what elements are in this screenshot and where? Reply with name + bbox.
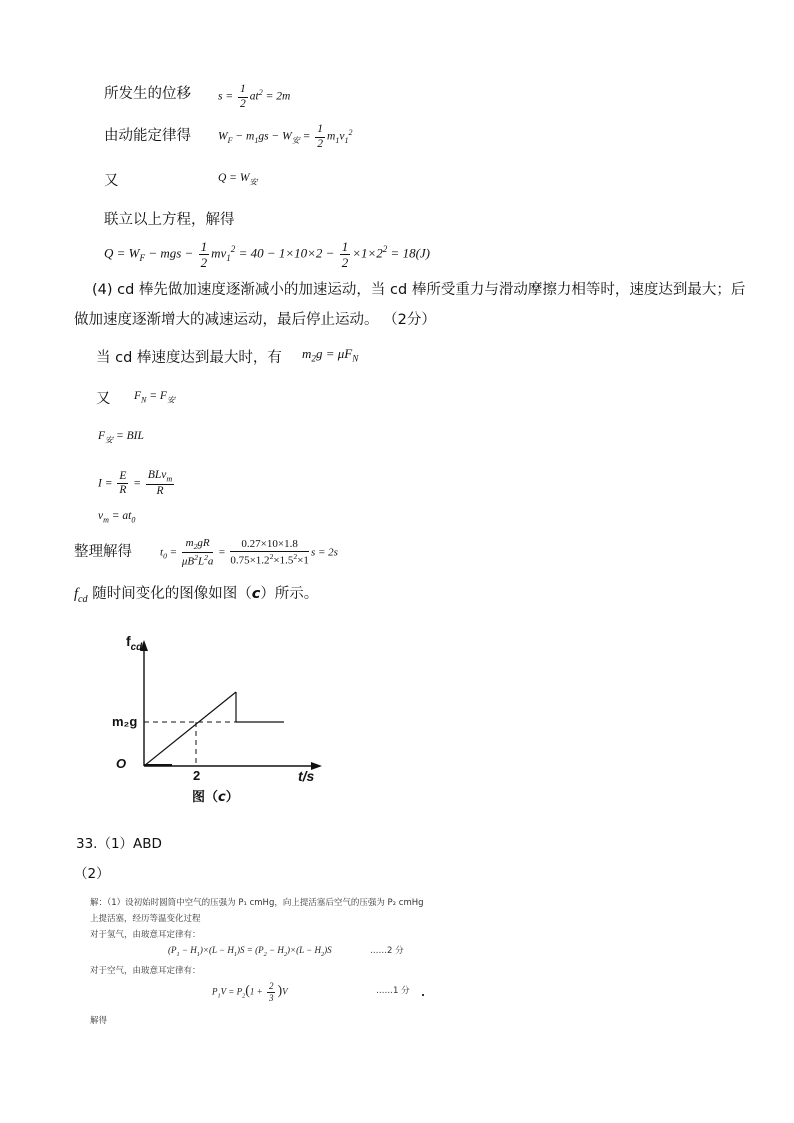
- scan-hydrogen-equation: $(P_1 - H_1)\times(L - H_1)S = (P_2 - H_2)\times(L - H_2)S$: [168, 945, 332, 958]
- velocity-equation: $v_m = at_0$: [98, 510, 136, 525]
- scan-dot: [422, 994, 424, 996]
- normal-force-equation: $F_N = F_安$: [134, 390, 175, 405]
- tick-2-label: 2: [193, 768, 201, 783]
- displacement-equation: s = $\frac{1}{2}$ $at^2 = 2m$: [218, 83, 291, 110]
- figure-caption: 图（c）: [192, 790, 239, 805]
- scan-line-5: 对于空气，由玻意耳定律有：: [90, 966, 201, 976]
- displacement-label: 所发生的位移: [104, 86, 191, 102]
- also-label-1: 又: [104, 173, 119, 189]
- heat-result-equation: $Q = W_F$ − mgs − $\frac{1}{2}$ $mv_1^2 = 40 - 1\times 10\times 2$ − $\frac{1}{2}$ $\times 1\times 2^2 = 18(J)$: [104, 239, 430, 270]
- max-speed-equation: $m_2g = \mu F_N$: [302, 346, 359, 364]
- combine-label: 联立以上方程，解得: [104, 212, 235, 228]
- scan-score-1: ……1 分: [376, 986, 410, 996]
- scan-line-2: 上提活塞，经历等温变化过程: [90, 914, 201, 924]
- ampere-force-equation: $F_安$ = BIL: [98, 430, 144, 445]
- scan-line-3: 对于氢气，由玻意耳定律有：: [90, 930, 201, 940]
- solve-label: 整理解得: [74, 544, 132, 560]
- x-axis-label: t/s: [298, 768, 315, 784]
- also-label-2: 又: [96, 391, 111, 407]
- current-equation: I = $\frac{E}{R}$ = $\frac{BLv_m}{R}$: [98, 469, 173, 498]
- scan-line-7: 解得: [90, 1016, 108, 1026]
- y-axis-label: $f_{cd}$: [126, 633, 143, 653]
- kinetic-energy-equation: $W_F - m_1gs - W_安$ = $\frac{1}{2}$ $m_1v_1^2$: [218, 123, 353, 150]
- part-4-line-2: 做加速度逐渐增大的减速运动，最后停止运动。 （2分）: [74, 312, 436, 328]
- max-speed-label: 当 cd 棒速度达到最大时，有: [96, 350, 282, 366]
- q33-part-2: （2）: [74, 866, 110, 882]
- rising-line: [144, 692, 236, 766]
- heat-equation: $Q = W_安$: [218, 172, 258, 187]
- scan-score-2: ……2 分: [370, 946, 404, 956]
- part-4-line-1: (4) cd 棒先做加速度逐渐减小的加速运动，当 cd 棒所受重力与滑动摩擦力相等时，速度达到最大；后: [92, 282, 746, 298]
- origin-label: O: [116, 756, 127, 771]
- m2g-label: m₂g: [112, 714, 138, 729]
- graph-description: $f_{cd}$ 随时间变化的图像如图（c）所示。: [74, 586, 319, 605]
- q33-part-1: 33.（1）ABD: [76, 836, 162, 852]
- scan-air-equation: $P_1V = P_2(1$ + $\frac{2}{3}$ )V: [212, 981, 288, 1003]
- time-equation: $t_0$ = $\frac{m_2gR}{\mu B^2L^2a}$ = $\frac{0.27\times 10\times 1.8}{0.75\times 1.2^2\times 1.5^2\times 1}$ s = 2s: [160, 537, 338, 568]
- kinetic-energy-label: 由动能定律得: [104, 128, 191, 144]
- scan-line-1: 解：（1）设初始时圆筒中空气的压强为 P₁ cmHg，向上提活塞后空气的压强为 P₂ cmHg: [90, 898, 424, 908]
